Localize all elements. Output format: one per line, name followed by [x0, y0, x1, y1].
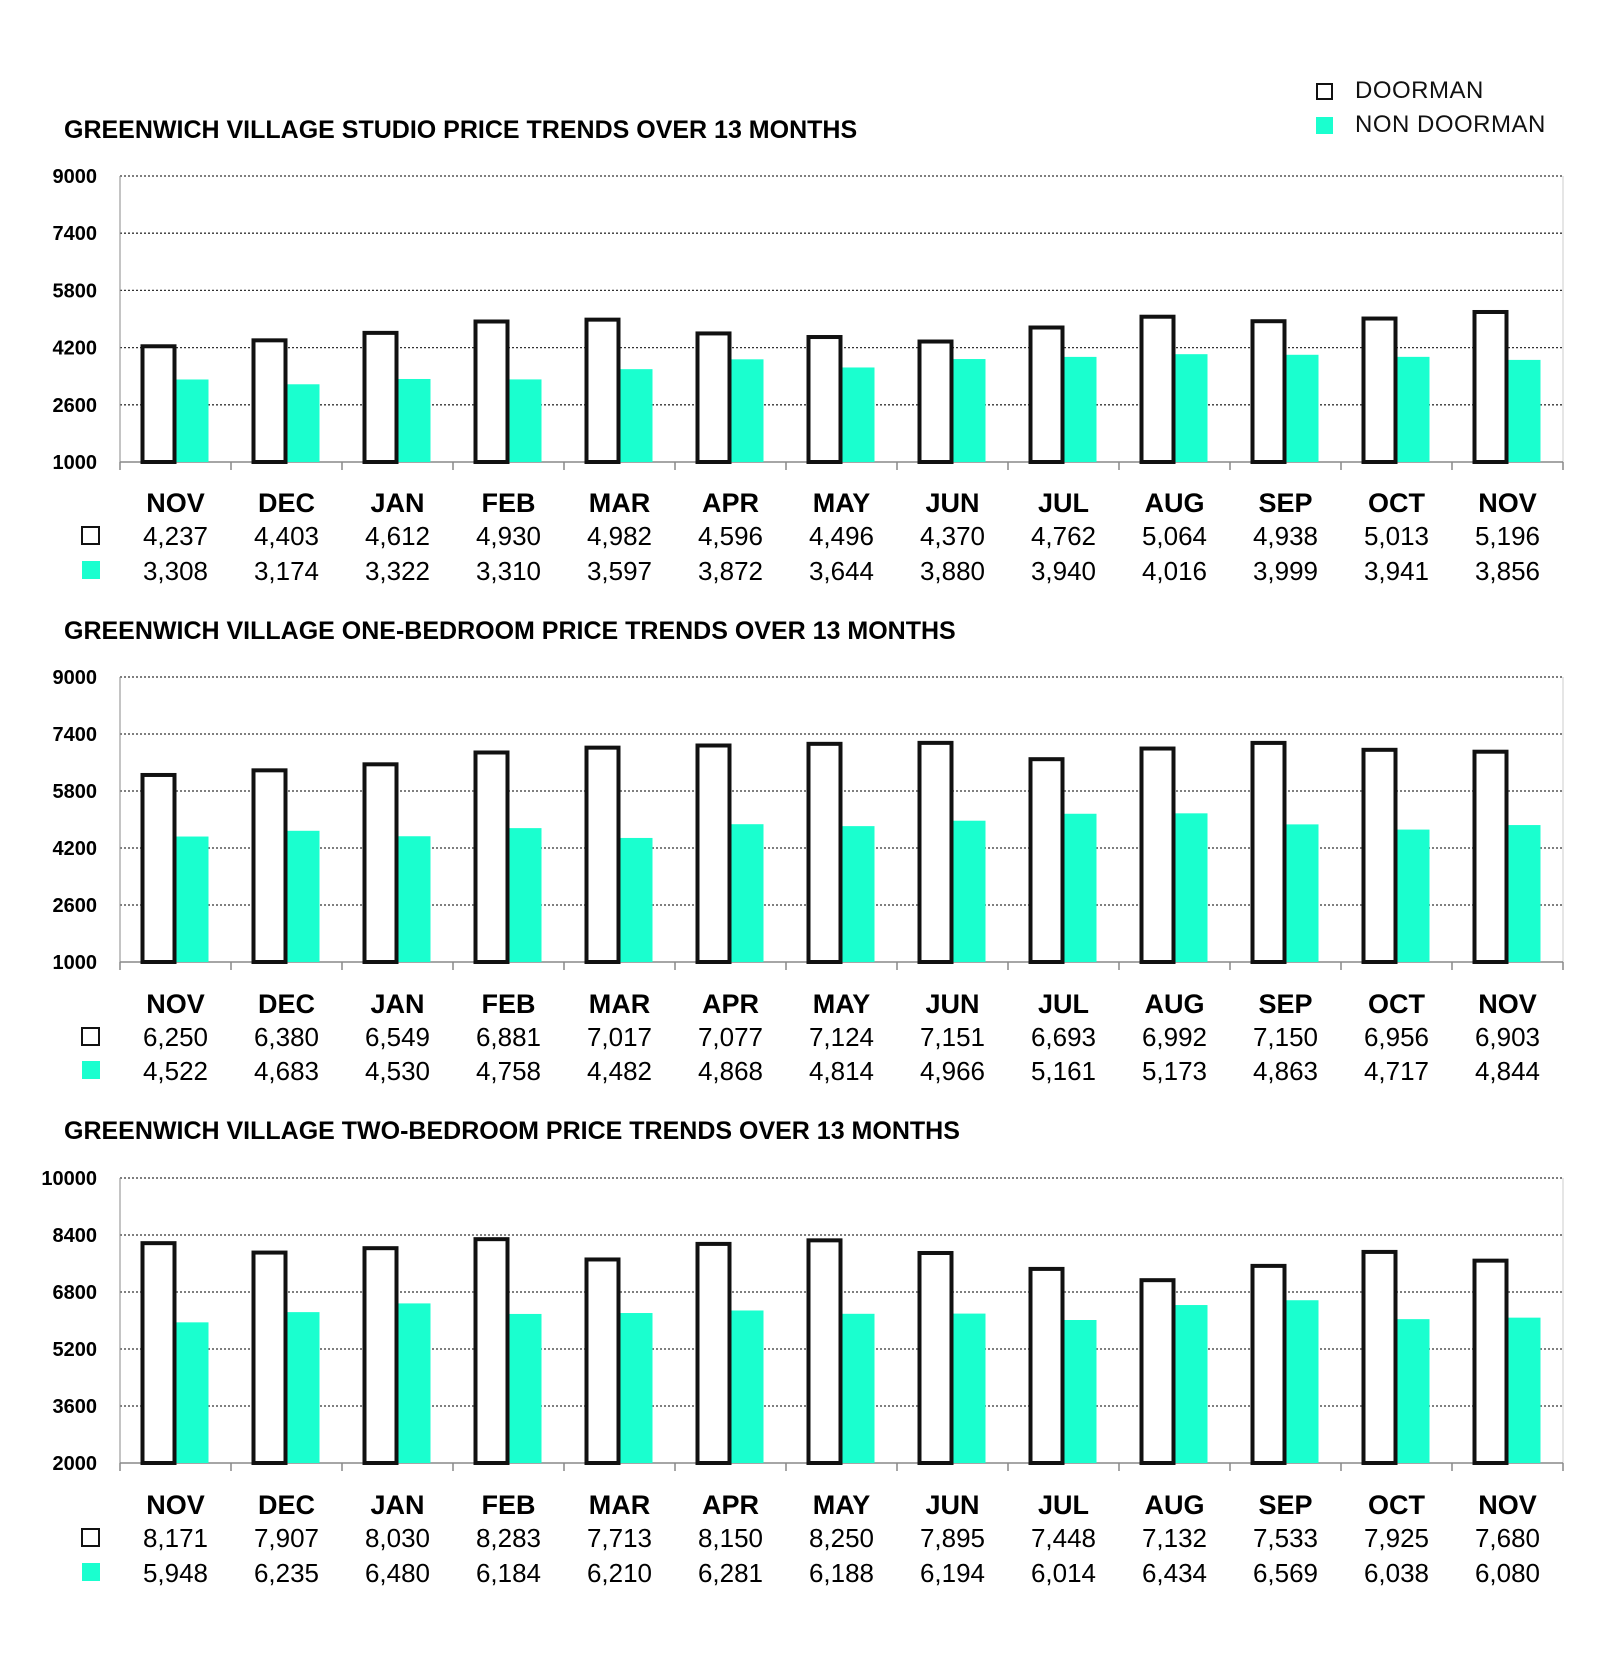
- bar-non-doorman: [732, 824, 764, 962]
- x-tick-label: JUN: [925, 1490, 980, 1520]
- data-label-non-doorman: 6,080: [1474, 1558, 1541, 1588]
- y-tick-label: 1000: [52, 452, 97, 474]
- non-doorman-swatch-icon: [1316, 117, 1333, 134]
- bar-doorman: [1475, 1261, 1507, 1463]
- bar-non-doorman: [510, 828, 542, 962]
- x-tick-label: FEB: [481, 989, 536, 1019]
- y-tick-label: 7400: [52, 724, 97, 746]
- chart-panel-3: [41, 1117, 1563, 1588]
- data-label-doorman: 4,762: [1030, 521, 1097, 551]
- bar-doorman: [254, 340, 286, 462]
- data-label-non-doorman: 3,941: [1363, 556, 1430, 586]
- bar-non-doorman: [1176, 1305, 1208, 1463]
- bar-doorman: [254, 770, 286, 962]
- bar-non-doorman: [732, 1310, 764, 1463]
- data-label-doorman: 8,250: [808, 1523, 875, 1553]
- x-tick-label: FEB: [481, 488, 536, 518]
- data-label-doorman: 6,956: [1363, 1022, 1430, 1052]
- x-tick-label: MAR: [588, 488, 651, 518]
- bar-non-doorman: [954, 821, 986, 962]
- bar-doorman: [1142, 749, 1174, 962]
- data-label-doorman: 5,013: [1363, 521, 1430, 551]
- y-tick-label: 10000: [41, 1168, 97, 1190]
- bar-doorman: [143, 1243, 175, 1463]
- x-tick-label: MAY: [812, 989, 871, 1019]
- bar-non-doorman: [954, 359, 986, 462]
- data-label-doorman: 6,992: [1141, 1022, 1208, 1052]
- bar-doorman: [698, 333, 730, 462]
- data-label-non-doorman: 6,188: [808, 1558, 875, 1588]
- bar-non-doorman: [843, 826, 875, 962]
- data-label-doorman: 6,380: [253, 1022, 320, 1052]
- data-label-non-doorman: 4,016: [1141, 556, 1208, 586]
- x-tick-label: DEC: [257, 488, 316, 518]
- data-label-non-doorman: 5,161: [1030, 1056, 1097, 1086]
- bar-doorman: [365, 333, 397, 462]
- x-tick-label: MAY: [812, 488, 871, 518]
- data-label-doorman: 6,881: [475, 1022, 542, 1052]
- row-key-non-doorman-icon: [82, 1563, 100, 1581]
- x-tick-label: JUL: [1037, 1490, 1090, 1520]
- bar-doorman: [698, 1244, 730, 1463]
- bar-non-doorman: [1509, 1318, 1541, 1463]
- data-label-doorman: 8,150: [697, 1523, 764, 1553]
- bar-non-doorman: [1065, 1320, 1097, 1463]
- bar-doorman: [587, 748, 619, 962]
- legend-label-non-doorman: NON DOORMAN: [1355, 111, 1546, 138]
- x-tick-label: OCT: [1368, 1490, 1425, 1520]
- data-label-non-doorman: 4,844: [1474, 1056, 1541, 1086]
- data-label-non-doorman: 4,522: [142, 1056, 209, 1086]
- bar-doorman: [920, 1253, 952, 1463]
- bar-doorman: [1031, 1269, 1063, 1463]
- bar-doorman: [365, 1248, 397, 1463]
- x-tick-label: SEP: [1258, 488, 1313, 518]
- data-label-doorman: 7,907: [253, 1523, 320, 1553]
- bar-non-doorman: [1176, 354, 1208, 462]
- data-label-doorman: 8,171: [142, 1523, 209, 1553]
- x-tick-label: NOV: [1478, 1490, 1537, 1520]
- data-label-doorman: 6,903: [1474, 1022, 1541, 1052]
- bar-doorman: [143, 775, 175, 962]
- data-label-doorman: 4,612: [364, 521, 431, 551]
- data-label-doorman: 7,151: [919, 1022, 986, 1052]
- bar-doorman: [698, 746, 730, 962]
- y-tick-label: 2600: [52, 394, 97, 417]
- y-tick-label: 4200: [52, 337, 97, 360]
- y-tick-label: 2000: [52, 1453, 97, 1475]
- legend: [1316, 74, 1546, 142]
- data-label-doorman: 7,925: [1363, 1523, 1430, 1553]
- data-label-non-doorman: 6,235: [253, 1558, 320, 1588]
- y-tick-label: 7400: [52, 223, 97, 246]
- x-tick-label: MAR: [588, 1490, 651, 1520]
- data-label-non-doorman: 3,940: [1030, 556, 1097, 586]
- data-label-non-doorman: 3,856: [1474, 556, 1541, 586]
- bar-non-doorman: [1065, 814, 1097, 962]
- bar-doorman: [1031, 759, 1063, 962]
- bar-non-doorman: [1509, 825, 1541, 962]
- bar-non-doorman: [177, 379, 209, 462]
- data-label-non-doorman: 3,174: [253, 556, 320, 586]
- bar-non-doorman: [1176, 813, 1208, 962]
- y-tick-label: 5800: [52, 280, 97, 303]
- x-tick-label: APR: [701, 1490, 760, 1520]
- bar-non-doorman: [288, 1312, 320, 1463]
- data-label-non-doorman: 3,880: [919, 556, 986, 586]
- x-tick-label: DEC: [257, 989, 316, 1019]
- bar-non-doorman: [1509, 360, 1541, 462]
- data-label-non-doorman: 3,310: [475, 556, 542, 586]
- data-label-doorman: 8,030: [364, 1523, 431, 1553]
- x-tick-label: NOV: [146, 488, 205, 518]
- y-tick-label: 6800: [52, 1282, 97, 1304]
- bar-doorman: [1364, 1252, 1396, 1463]
- x-tick-label: AUG: [1144, 989, 1205, 1019]
- data-label-non-doorman: 4,683: [253, 1056, 320, 1086]
- data-label-doorman: 4,982: [586, 521, 653, 551]
- y-tick-label: 2600: [52, 895, 97, 917]
- x-tick-label: JUN: [925, 488, 980, 518]
- data-label-doorman: 4,930: [475, 521, 542, 551]
- bar-non-doorman: [621, 838, 653, 962]
- y-tick-label: 9000: [52, 667, 97, 689]
- x-tick-label: MAR: [588, 989, 651, 1019]
- x-tick-label: NOV: [146, 989, 205, 1019]
- bar-doorman: [1253, 321, 1285, 462]
- bar-doorman: [1031, 328, 1063, 462]
- bar-non-doorman: [621, 369, 653, 462]
- x-tick-label: OCT: [1368, 989, 1425, 1019]
- bar-non-doorman: [288, 384, 320, 462]
- x-tick-label: MAY: [812, 1490, 871, 1520]
- bar-doorman: [587, 320, 619, 462]
- x-tick-label: JUL: [1037, 488, 1090, 518]
- data-label-non-doorman: 4,966: [919, 1056, 986, 1086]
- data-label-non-doorman: 6,569: [1252, 1558, 1319, 1588]
- x-tick-label: JUL: [1037, 989, 1090, 1019]
- bar-non-doorman: [1287, 824, 1319, 962]
- x-tick-label: NOV: [1478, 989, 1537, 1019]
- bar-doorman: [809, 337, 841, 462]
- chart-title: GREENWICH VILLAGE STUDIO PRICE TRENDS OVER 13 MONTHS: [64, 116, 858, 144]
- data-label-non-doorman: 6,014: [1030, 1558, 1097, 1588]
- bar-doorman: [1475, 312, 1507, 462]
- bar-doorman: [809, 744, 841, 962]
- bar-non-doorman: [510, 379, 542, 462]
- bar-doorman: [143, 346, 175, 462]
- data-label-doorman: 7,150: [1252, 1022, 1319, 1052]
- row-key-doorman-icon: [82, 1529, 99, 1546]
- bar-doorman: [1253, 1266, 1285, 1463]
- data-label-non-doorman: 6,434: [1141, 1558, 1208, 1588]
- data-label-non-doorman: 3,999: [1252, 556, 1319, 586]
- x-tick-label: SEP: [1258, 989, 1313, 1019]
- x-tick-label: APR: [701, 989, 760, 1019]
- data-label-doorman: 7,895: [919, 1523, 986, 1553]
- bar-non-doorman: [288, 831, 320, 962]
- data-label-non-doorman: 4,863: [1252, 1056, 1319, 1086]
- data-label-doorman: 7,017: [586, 1022, 653, 1052]
- data-label-non-doorman: 4,814: [808, 1056, 875, 1086]
- data-label-non-doorman: 4,717: [1363, 1056, 1430, 1086]
- bar-non-doorman: [399, 1303, 431, 1463]
- bar-non-doorman: [621, 1313, 653, 1463]
- data-label-non-doorman: 6,038: [1363, 1558, 1430, 1588]
- bar-non-doorman: [843, 367, 875, 462]
- bar-non-doorman: [1287, 1300, 1319, 1463]
- x-tick-label: OCT: [1368, 488, 1425, 518]
- x-tick-label: APR: [701, 488, 760, 518]
- data-label-non-doorman: 3,322: [364, 556, 431, 586]
- bar-doorman: [365, 764, 397, 962]
- bar-non-doorman: [510, 1314, 542, 1463]
- row-key-doorman-icon: [82, 1028, 99, 1045]
- y-tick-label: 5200: [52, 1339, 97, 1361]
- x-tick-label: JAN: [370, 989, 425, 1019]
- x-tick-label: JUN: [925, 989, 980, 1019]
- bar-doorman: [587, 1259, 619, 1463]
- bar-non-doorman: [177, 837, 209, 962]
- bar-doorman: [1364, 319, 1396, 462]
- legend-label-doorman: DOORMAN: [1355, 77, 1484, 104]
- data-label-doorman: 4,237: [142, 521, 209, 551]
- data-label-doorman: 4,496: [808, 521, 875, 551]
- data-label-non-doorman: 3,872: [697, 556, 764, 586]
- data-label-non-doorman: 4,530: [364, 1056, 431, 1086]
- x-tick-label: SEP: [1258, 1490, 1313, 1520]
- bar-non-doorman: [177, 1322, 209, 1463]
- chart-panel-1: [53, 116, 1564, 586]
- data-label-non-doorman: 4,482: [586, 1056, 653, 1086]
- data-label-doorman: 7,124: [808, 1022, 875, 1052]
- data-label-doorman: 6,693: [1030, 1022, 1097, 1052]
- data-label-non-doorman: 6,281: [697, 1558, 764, 1588]
- data-label-doorman: 7,077: [697, 1022, 764, 1052]
- x-tick-label: DEC: [257, 1490, 316, 1520]
- bar-non-doorman: [1398, 357, 1430, 462]
- data-label-doorman: 7,132: [1141, 1523, 1208, 1553]
- x-tick-label: NOV: [1478, 488, 1537, 518]
- x-tick-label: JAN: [370, 488, 425, 518]
- bar-doorman: [920, 743, 952, 962]
- y-tick-label: 1000: [52, 952, 97, 974]
- row-key-doorman-icon: [82, 527, 99, 544]
- data-label-non-doorman: 6,194: [919, 1558, 986, 1588]
- bar-doorman: [1142, 317, 1174, 462]
- bar-doorman: [1364, 750, 1396, 962]
- data-label-doorman: 4,938: [1252, 521, 1319, 551]
- data-label-non-doorman: 5,948: [142, 1558, 209, 1588]
- bar-doorman: [809, 1240, 841, 1463]
- bar-doorman: [1142, 1280, 1174, 1463]
- data-label-doorman: 5,196: [1474, 521, 1541, 551]
- bar-doorman: [476, 1239, 508, 1463]
- data-label-doorman: 4,370: [919, 521, 986, 551]
- data-label-doorman: 7,533: [1252, 1523, 1319, 1553]
- y-tick-label: 9000: [52, 166, 97, 188]
- chart-title: GREENWICH VILLAGE ONE-BEDROOM PRICE TRENDS OVER 13 MONTHS: [64, 617, 956, 645]
- data-label-non-doorman: 3,597: [586, 556, 653, 586]
- data-label-doorman: 5,064: [1141, 521, 1208, 551]
- y-tick-label: 8400: [52, 1225, 97, 1247]
- bar-non-doorman: [843, 1314, 875, 1463]
- data-label-doorman: 8,283: [475, 1523, 542, 1553]
- data-label-non-doorman: 6,480: [364, 1558, 431, 1588]
- data-label-non-doorman: 6,210: [586, 1558, 653, 1588]
- bar-doorman: [254, 1253, 286, 1463]
- bar-doorman: [920, 342, 952, 462]
- chart-title: GREENWICH VILLAGE TWO-BEDROOM PRICE TRENDS OVER 13 MONTHS: [64, 1117, 960, 1145]
- x-tick-label: AUG: [1144, 1490, 1205, 1520]
- data-label-doorman: 7,448: [1030, 1523, 1097, 1553]
- bar-non-doorman: [1398, 830, 1430, 962]
- bar-doorman: [476, 752, 508, 962]
- bar-doorman: [1253, 743, 1285, 962]
- data-label-non-doorman: 6,184: [475, 1558, 542, 1588]
- legend-item-doorman: [1316, 74, 1546, 108]
- chart-panel-2: [53, 617, 1564, 1086]
- bar-non-doorman: [732, 359, 764, 462]
- row-key-non-doorman-icon: [82, 561, 100, 579]
- y-tick-label: 3600: [52, 1396, 97, 1418]
- data-label-doorman: 6,250: [142, 1022, 209, 1052]
- doorman-swatch-icon: [1316, 83, 1333, 100]
- data-label-non-doorman: 3,308: [142, 556, 209, 586]
- bar-non-doorman: [1398, 1319, 1430, 1463]
- bar-non-doorman: [399, 379, 431, 462]
- data-label-doorman: 4,403: [253, 521, 320, 551]
- bar-doorman: [1475, 752, 1507, 962]
- x-tick-label: AUG: [1144, 488, 1205, 518]
- y-tick-label: 4200: [52, 838, 97, 860]
- data-label-doorman: 7,680: [1474, 1523, 1541, 1553]
- bar-non-doorman: [1065, 357, 1097, 462]
- data-label-non-doorman: 5,173: [1141, 1056, 1208, 1086]
- bar-non-doorman: [954, 1314, 986, 1463]
- data-label-doorman: 7,713: [586, 1523, 653, 1553]
- row-key-non-doorman-icon: [82, 1061, 100, 1079]
- x-tick-label: NOV: [146, 1490, 205, 1520]
- data-label-doorman: 6,549: [364, 1022, 431, 1052]
- y-tick-label: 5800: [52, 781, 97, 803]
- x-tick-label: JAN: [370, 1490, 425, 1520]
- data-label-non-doorman: 4,868: [697, 1056, 764, 1086]
- x-tick-label: FEB: [481, 1490, 536, 1520]
- data-label-non-doorman: 3,644: [808, 556, 875, 586]
- bar-non-doorman: [399, 836, 431, 962]
- data-label-non-doorman: 4,758: [475, 1056, 542, 1086]
- bar-doorman: [476, 322, 508, 462]
- bar-non-doorman: [1287, 355, 1319, 462]
- legend-item-non-doorman: [1316, 108, 1546, 142]
- data-label-doorman: 4,596: [697, 521, 764, 551]
